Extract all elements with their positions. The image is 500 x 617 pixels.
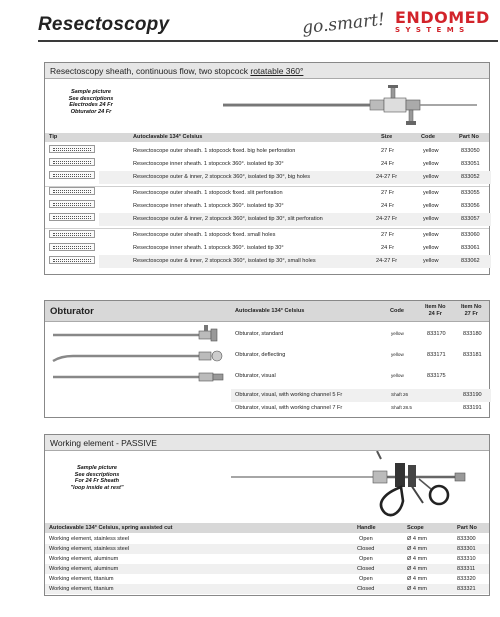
row-part: 833055	[461, 190, 480, 196]
row-part: 833052	[461, 174, 480, 180]
row-part: 833320	[457, 576, 476, 582]
resectoscope-section	[44, 62, 490, 275]
row-item27: 833181	[463, 352, 482, 358]
working-element-heading: Working element - PASSIVE	[45, 435, 489, 451]
row-desc: Resectoscope outer sheath. 1 stopcock fixed. big hole perforation	[133, 148, 296, 154]
table-row	[45, 145, 489, 158]
resectoscope-heading	[45, 63, 489, 79]
row-part: 833057	[461, 216, 480, 222]
tip-thumbnail-outer-inner	[49, 256, 95, 264]
endomed-logo	[395, 10, 495, 35]
sample-line: For 24 Fr Sheath	[74, 478, 120, 485]
row-part: 833056	[461, 203, 480, 209]
row-code: yellow	[423, 258, 439, 264]
row-desc: Obturator, visual, with working channel 5 Fr	[235, 392, 343, 398]
col-size: Size	[381, 134, 393, 140]
col-handle: Handle	[357, 525, 376, 531]
row-part: 833300	[457, 536, 476, 542]
sample-line: See descriptions	[74, 471, 120, 478]
col-desc: Autoclavable 134° Celsius	[235, 308, 305, 314]
col-code: Code	[421, 134, 435, 140]
row-desc: Resectoscope inner sheath. 1 stopcock 360°. isolated tip 30°	[133, 245, 284, 251]
row-code: Shaft 26	[391, 392, 409, 397]
slogan: go.smart!	[301, 9, 386, 39]
table-row	[45, 544, 489, 554]
row-desc: Working element, stainless steel	[49, 546, 130, 552]
working-table-header	[45, 523, 489, 533]
table-row	[99, 171, 491, 184]
col-scope: Scope	[407, 525, 424, 531]
tip-thumbnail-outer-inner	[49, 213, 95, 221]
resectoscope-sample-note	[51, 89, 131, 115]
row-desc: Obturator, deflecting	[235, 352, 286, 358]
row-code: yellow	[423, 203, 439, 209]
row-code: yellow	[423, 232, 439, 238]
row-code: Shaft 28.5	[391, 405, 412, 410]
table-row	[45, 584, 489, 594]
table-row	[45, 554, 489, 564]
row-desc: Obturator, visual	[235, 373, 276, 379]
row-scope: Ø 4 mm	[407, 536, 427, 542]
row-desc: Resectoscope outer sheath. 1 stopcock fixed. slit perforation	[133, 190, 283, 196]
table-row	[231, 389, 491, 402]
row-scope: Ø 4 mm	[407, 556, 427, 562]
table-row	[45, 158, 489, 171]
sample-line: Electrodes 24 Fr	[69, 102, 113, 109]
row-desc: Working element, stainless steel	[49, 536, 130, 542]
col-item24-line2: 24 Fr	[428, 311, 442, 317]
table-row	[45, 534, 489, 544]
row-desc: Working element, titanium	[49, 586, 114, 592]
row-size: 24 Fr	[381, 161, 395, 167]
row-handle: Closed	[357, 586, 375, 592]
row-handle: Closed	[357, 546, 375, 552]
resectoscope-heading-text: Resectoscopy sheath, continuous flow, two stopcock	[50, 66, 248, 76]
col-item27-line1: Item No	[461, 304, 482, 310]
col-part: Part No	[459, 134, 479, 140]
table-row	[45, 242, 489, 255]
row-size: 27 Fr	[381, 148, 395, 154]
row-code: yellow	[423, 174, 439, 180]
obturator-heading	[45, 301, 489, 322]
table-row	[45, 328, 489, 342]
obturator-heading-text: Obturator	[50, 306, 94, 317]
row-scope: Ø 4 mm	[407, 586, 427, 592]
logo-main-text: ENDOMED	[395, 8, 490, 27]
row-size: 27 Fr	[381, 190, 395, 196]
table-row	[45, 186, 489, 199]
row-handle: Closed	[357, 566, 375, 572]
row-scope: Ø 4 mm	[407, 576, 427, 582]
row-part: 833051	[461, 161, 480, 167]
row-item24: 833171	[427, 352, 446, 358]
obturator-section	[44, 300, 490, 418]
row-size: 24 Fr	[381, 245, 395, 251]
col-item27	[461, 304, 482, 318]
row-desc: Resectoscope inner sheath. 1 stopcock 360°. isolated tip 30°	[133, 203, 284, 209]
row-scope: Ø 4 mm	[407, 546, 427, 552]
row-handle: Open	[359, 536, 373, 542]
row-desc: Working element, aluminum	[49, 556, 119, 562]
table-row	[45, 402, 489, 415]
row-desc: Working element, aluminum	[49, 566, 119, 572]
row-size: 24-27 Fr	[376, 258, 398, 264]
row-part: 833061	[461, 245, 480, 251]
table-row	[45, 574, 489, 584]
row-part: 833321	[457, 586, 476, 592]
col-code: Code	[390, 308, 404, 314]
row-handle: Open	[359, 556, 373, 562]
row-part: 833060	[461, 232, 480, 238]
resectoscope-sheath-image	[215, 83, 485, 131]
sample-line: Sample picture	[70, 89, 112, 95]
table-row	[99, 213, 491, 226]
row-code: yellow	[423, 148, 439, 154]
row-item24: 833175	[427, 373, 446, 379]
row-item27: 833191	[463, 405, 482, 411]
table-row	[45, 370, 489, 384]
row-desc: Resectoscope outer & inner, 2 stopcock 360°, isolated tip 30°, slit perforation	[133, 216, 323, 222]
row-scope: Ø 4 mm	[407, 566, 427, 572]
row-handle: Open	[359, 576, 373, 582]
row-size: 24-27 Fr	[376, 216, 398, 222]
table-row	[45, 564, 489, 574]
col-item27-line2: 27 Fr	[464, 311, 478, 317]
row-desc: Obturator, standard	[235, 331, 284, 337]
sample-line: "loop inside at rest"	[70, 484, 124, 491]
row-code: yellow	[391, 331, 404, 336]
row-code: yellow	[423, 161, 439, 167]
resectoscope-table-header	[45, 133, 489, 142]
row-desc: Obturator, visual, with working channel 7 Fr	[235, 405, 343, 411]
row-size: 27 Fr	[381, 232, 395, 238]
resectoscope-heading-rotatable: rotatable 360°	[250, 66, 304, 76]
sample-line: See descriptions	[68, 95, 114, 102]
row-item24: 833170	[427, 331, 446, 337]
row-code: yellow	[391, 373, 404, 378]
col-part: Part No	[457, 525, 477, 531]
row-desc: Resectoscope outer & inner, 2 stopcock 360°, isolated tip 30°, big holes	[133, 174, 311, 180]
table-row	[45, 200, 489, 213]
col-item24-line1: Item No	[425, 304, 446, 310]
header-rule	[38, 40, 498, 42]
row-code: yellow	[423, 190, 439, 196]
row-code: yellow	[391, 352, 404, 357]
tip-thumbnail-outer-inner	[49, 171, 95, 179]
row-code: yellow	[423, 216, 439, 222]
working-element-section	[44, 434, 490, 596]
table-row	[45, 228, 489, 241]
row-part: 833050	[461, 148, 480, 154]
working-element-image	[225, 451, 490, 521]
row-part: 833311	[457, 566, 476, 572]
row-desc: Resectoscope outer & inner, 2 stopcock 360°, isolated tip 30°, small holes	[133, 258, 316, 264]
row-item27: 833190	[463, 392, 482, 398]
sample-line: Sample picture	[76, 465, 118, 471]
table-row	[45, 349, 489, 363]
page-title: Resectoscopy	[38, 14, 170, 35]
row-size: 24 Fr	[381, 203, 395, 209]
row-size: 24-27 Fr	[376, 174, 398, 180]
row-desc: Resectoscope outer sheath. 1 stopcock fixed. small holes	[133, 232, 276, 238]
working-element-sample-note	[51, 465, 143, 491]
logo-sub-text: SYSTEMS	[395, 26, 470, 34]
table-row	[99, 255, 491, 268]
sample-line: Obturator 24 Fr	[70, 108, 112, 115]
row-code: yellow	[423, 245, 439, 251]
col-desc: Autoclavable 134° Celsius, spring assisted cut	[49, 525, 173, 531]
col-tip: Tip	[49, 134, 58, 140]
col-desc: Autoclavable 134° Celsius	[133, 134, 203, 140]
col-item24	[425, 304, 446, 318]
row-part: 833062	[461, 258, 480, 264]
row-part: 833301	[457, 546, 476, 552]
row-part: 833310	[457, 556, 476, 562]
row-desc: Resectoscope inner sheath. 1 stopcock 360°. isolated tip 30°	[133, 161, 284, 167]
row-desc: Working element, titanium	[49, 576, 114, 582]
row-item27: 833180	[463, 331, 482, 337]
